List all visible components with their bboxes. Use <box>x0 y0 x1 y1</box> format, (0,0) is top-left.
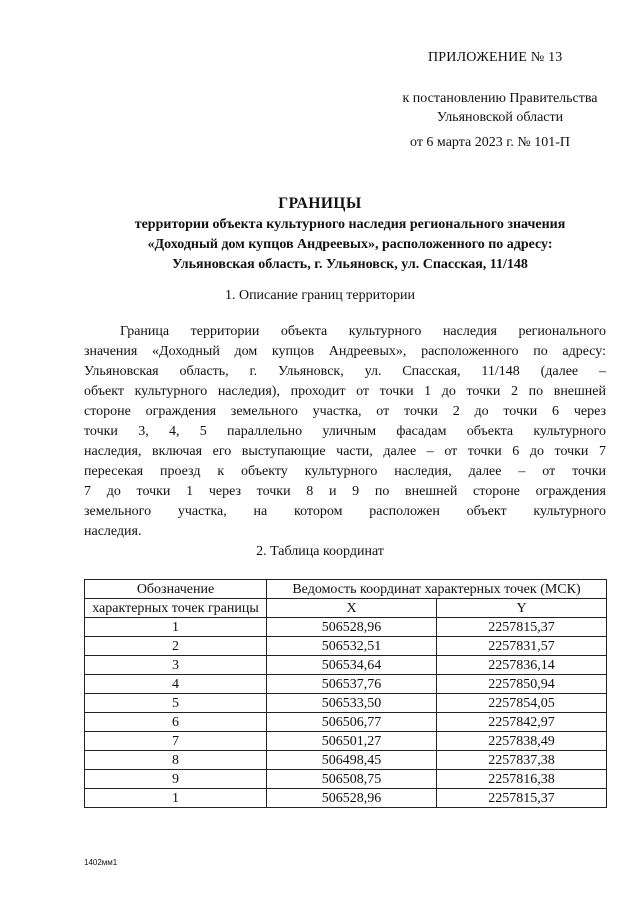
x-cell: 506506,77 <box>267 713 437 732</box>
coordinates-group-header: Ведомость координат характерных точек (МСК) <box>267 580 607 599</box>
boundary-description <box>84 322 606 542</box>
table-row <box>85 637 607 656</box>
y-cell: 2257838,49 <box>437 732 607 751</box>
paragraph-line: наследия, включая его выступающие части, далее – от точки 6 до точки 7 <box>84 444 606 459</box>
paragraph-line: значения «Доходный дом купцов Андреевых», расположенного по адресу: <box>84 344 606 359</box>
y-cell: 2257842,97 <box>437 713 607 732</box>
point-cell: 3 <box>85 656 267 675</box>
point-cell: 4 <box>85 675 267 694</box>
point-cell: 7 <box>85 732 267 751</box>
paragraph-line: стороне ограждения земельного участка, от точки 2 до точки 6 через <box>84 404 606 419</box>
y-cell: 2257850,94 <box>437 675 607 694</box>
paragraph-line: наследия. <box>84 524 142 539</box>
section-2-heading: 2. Таблица координат <box>256 544 384 559</box>
x-cell: 506528,96 <box>267 618 437 637</box>
subtitle-line: Ульяновская область, г. Ульяновск, ул. Спасская, 11/148 <box>172 257 528 272</box>
point-cell: 9 <box>85 770 267 789</box>
document-title: ГРАНИЦЫ <box>278 195 362 212</box>
appendix-label: ПРИЛОЖЕНИЕ № 13 <box>428 50 563 65</box>
subtitle-line: «Доходный дом купцов Андреевых», расположенного по адресу: <box>147 237 553 252</box>
x-cell: 506537,76 <box>267 675 437 694</box>
table-row <box>85 618 607 637</box>
y-cell: 2257815,37 <box>437 789 607 808</box>
y-cell: 2257831,57 <box>437 637 607 656</box>
table-row <box>85 789 607 808</box>
decree-line: к постановлению Правительства <box>402 91 598 106</box>
table-row <box>85 694 607 713</box>
paragraph-line: земельного участка, на котором расположен объект культурного <box>84 504 606 519</box>
paragraph-line: объект культурного наследия), проходит от точки 1 до точки 2 по внешней <box>84 384 606 399</box>
footer-code: 1402мм1 <box>84 858 118 867</box>
paragraph-line: Граница территории объекта культурного наследия регионального <box>120 324 606 339</box>
y-cell: 2257815,37 <box>437 618 607 637</box>
x-cell: 506532,51 <box>267 637 437 656</box>
point-column-header-line2: характерных точек границы <box>85 599 267 618</box>
table-row <box>85 751 607 770</box>
y-column-header: Y <box>437 599 607 618</box>
x-cell: 506501,27 <box>267 732 437 751</box>
paragraph-line: точки 3, 4, 5 параллельно уличным фасадам объекта культурного <box>84 424 606 439</box>
point-cell: 6 <box>85 713 267 732</box>
paragraph-line: пересекая проезд к объекту культурного наследия, далее – от точки <box>84 464 606 479</box>
table-row <box>85 732 607 751</box>
coordinates-table-body <box>85 618 607 808</box>
point-cell: 8 <box>85 751 267 770</box>
decree-reference <box>380 89 620 127</box>
table-row <box>85 713 607 732</box>
point-cell: 2 <box>85 637 267 656</box>
point-column-header: Обозначение <box>85 580 267 599</box>
x-cell: 506528,96 <box>267 789 437 808</box>
x-cell: 506498,45 <box>267 751 437 770</box>
x-column-header: X <box>267 599 437 618</box>
x-cell: 506533,50 <box>267 694 437 713</box>
section-1-heading: 1. Описание границ территории <box>224 288 416 303</box>
table-row <box>85 656 607 675</box>
y-cell: 2257816,38 <box>437 770 607 789</box>
point-cell: 1 <box>85 618 267 637</box>
coordinates-table <box>84 579 607 808</box>
y-cell: 2257836,14 <box>437 656 607 675</box>
y-cell: 2257837,38 <box>437 751 607 770</box>
point-cell: 5 <box>85 694 267 713</box>
table-row <box>85 770 607 789</box>
decree-date: от 6 марта 2023 г. № 101-П <box>410 135 571 150</box>
subtitle-line: территории объекта культурного наследия регионального значения <box>134 217 566 232</box>
x-cell: 506534,64 <box>267 656 437 675</box>
paragraph-line: Ульяновская область, г. Ульяновск, ул. Спасская, 11/148 (далее – <box>84 364 606 379</box>
x-cell: 506508,75 <box>267 770 437 789</box>
y-cell: 2257854,05 <box>437 694 607 713</box>
document-subtitle <box>60 215 640 275</box>
point-cell: 1 <box>85 789 267 808</box>
decree-line: Ульяновской области <box>436 110 564 125</box>
paragraph-line: 7 до точки 1 через точки 8 и 9 по внешней стороне ограждения <box>84 484 606 499</box>
table-row <box>85 675 607 694</box>
